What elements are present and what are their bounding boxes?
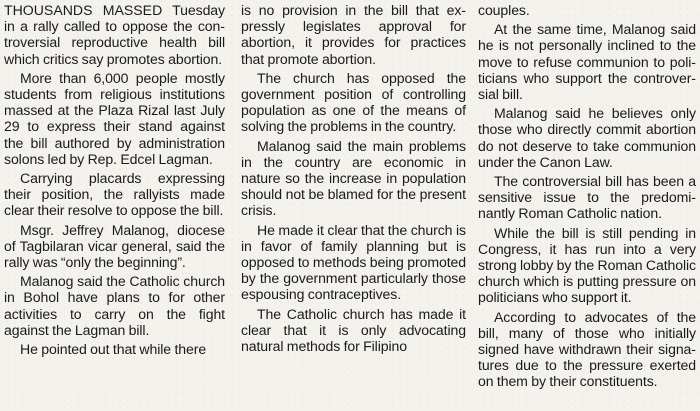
paragraph: The church has opposed the government position of controlling population as one of the means of solving the problems in the country. xyxy=(241,69,466,135)
continued-paragraph: is no provision in the bill that expressly legislates approval for abortion, it provides for practices that promote abortion. xyxy=(241,2,466,67)
article-column-1 xyxy=(4,2,225,360)
continued-paragraph: couples. xyxy=(478,2,530,18)
article-column-2 xyxy=(241,2,466,357)
paragraph: Malanog said the Catholic church in Bohol have plans to for other activities to carry on the fight against the Lagman bill. xyxy=(4,273,225,338)
paragraph: He pointed out that while there xyxy=(20,341,207,358)
paragraph: While the bill is still pending in Congress, it has run into a very strong lobby by the Roman Catholic church which is putting pressure on politicians who support it. xyxy=(478,224,696,306)
article-kicker: THOUSANDS MASSED xyxy=(4,2,163,18)
paragraph: Msgr. Jeffrey Malanog, diocese of Tagbilaran vicar general, said the rally was “only the beginning”. xyxy=(4,221,225,271)
paragraph: At the same time, Malanog said he is not personally inclined to the move to refuse communion to politicians who support the controversial bill. xyxy=(478,21,696,103)
paragraph: More than 6,000 people mostly students from religious institutions massed at the Plaza Rizal last July 29 to express their stand against the bill authored by administration solons led by Rep. Edcel Lagman. xyxy=(4,69,225,167)
paragraph: According to advocates of the bill, many of those who initially signed have withdrawn their signatures due to the pressure exerted on them by their constituents. xyxy=(478,308,696,390)
paragraph: The Catholic church has made it clear that it is only advocating natural methods for Filipino xyxy=(241,305,466,355)
article-column-3 xyxy=(478,2,696,393)
lead-paragraph xyxy=(4,2,225,67)
paragraph: He made it clear that the church is in favor of family planning but is opposed to methods being promoted by the government particularly those espousing contraceptives. xyxy=(241,221,466,303)
paragraph: Carrying placards expressing their position, the rallyists made clear their resolve to oppose the bill. xyxy=(4,170,225,219)
paragraph: The controversial bill has been a sensitive issue to the predominantly Roman Catholic nation. xyxy=(478,173,696,222)
paragraph: Malanog said the main problems in the country are economic in nature so the increase in population should not be blamed for the present crisis. xyxy=(241,137,466,219)
lead-paragraph-text: Tuesday in a rally called to oppose the controversial reproductive health bill which critics say promotes abortion. xyxy=(4,2,225,67)
paragraph: Malanog said he believes only those who directly commit abortion do not deserve to take communion under the Canon Law. xyxy=(478,105,696,170)
